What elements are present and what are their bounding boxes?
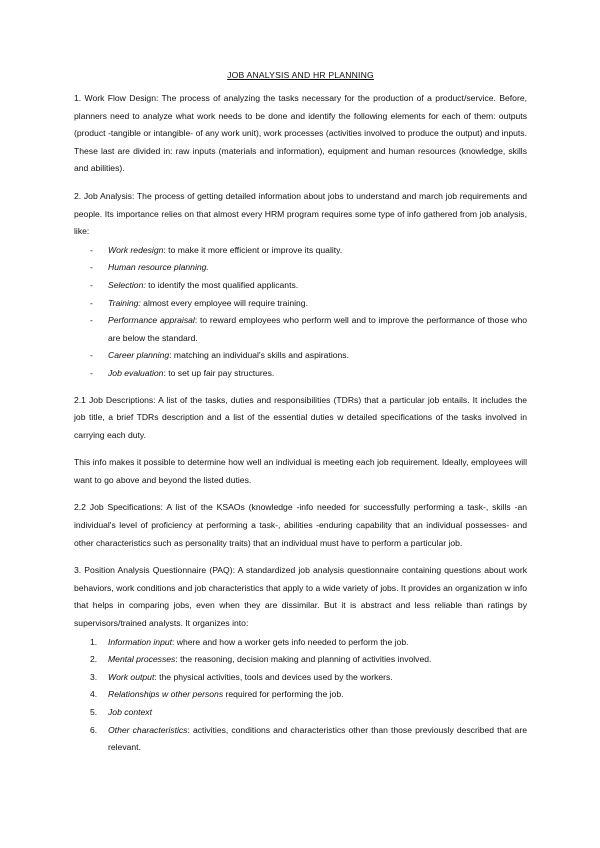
section-job-descriptions-note: This info makes it possible to determine how well an individual is meeting each job requirement. Ideally, employees will want to go above and beyond the listed duties. bbox=[74, 457, 527, 485]
list-item: 1. Information input: where and how a worker gets info needed to perform the job. bbox=[90, 636, 409, 647]
list-item: 4. Relationships w other persons required for performing the job. bbox=[90, 689, 344, 700]
list-item: 2. Mental processes: the reasoning, decision making and planning of activities involved. bbox=[90, 654, 432, 665]
list-item: - Career planning: matching an individual's skills and aspirations. bbox=[90, 350, 349, 361]
section-paq: 3. Position Analysis Questionnaire (PAQ): A standardized job analysis questionnaire containing questions about work behaviors, work conditions and job characteristics that apply to a wide variety of jobs. It provides an organization w info that helps in comparing jobs, even when they are dissimilar. But it is abstract and less reliable than ratings by supervisors/trained analysts. It organizes into: bbox=[74, 565, 527, 629]
document-body bbox=[74, 70, 527, 766]
job-analysis-uses-list bbox=[74, 242, 527, 383]
section-job-specifications: 2.2 Job Specifications: A list of the KSAOs (knowledge -info needed for successfully performing a task-, skills -an individual's level of proficiency at performing a task-, abilities -enduring capability that an individual possesses- and other characteristics such as personality traits) that an individual must have to perform a particular job. bbox=[74, 502, 527, 548]
list-item: 3. Work output: the physical activities, tools and devices used by the workers. bbox=[90, 671, 393, 682]
section-job-descriptions: 2.1 Job Descriptions: A list of the tasks, duties and responsibilities (TDRs) that a particular job entails. It includes the job title, a brief TDRs description and a list of the essential duties w detailed specifications of the tasks involved in carrying each duty. bbox=[74, 394, 527, 440]
section-work-flow-design: 1. Work Flow Design: The process of analyzing the tasks necessary for the production of a product/service. Before, planners need to analyze what work needs to be done and identify the following elements for each of them: outputs (product -tangible or intangible- of any work unit), work processes (activities involved to produce the output) and inputs. These last are divided in: raw inputs (materials and information), equipment and human resources (knowledge, skills and abilities). bbox=[74, 93, 527, 174]
section-job-analysis: 2. Job Analysis: The process of getting detailed information about jobs to understand and march job requirements and people. Its importance relies on that almost every HRM program requires some type of info gathered from job analysis, like: bbox=[74, 190, 527, 237]
list-item: - Training: almost every employee will require training. bbox=[90, 297, 308, 308]
list-item: - Performance appraisal: to reward employees who perform well and to improve the performance of those who are below the standard. bbox=[90, 315, 528, 343]
list-item: - Human resource planning. bbox=[90, 262, 209, 273]
list-item: - Selection: to identify the most qualified applicants. bbox=[90, 279, 299, 290]
list-item: - Work redesign: to make it more efficient or improve its quality. bbox=[90, 244, 343, 255]
document-title: JOB ANALYSIS AND HR PLANNING bbox=[227, 70, 374, 80]
list-item: 6. Other characteristics: activities, conditions and characteristics other than those previously described that are relevant. bbox=[90, 724, 527, 753]
paq-categories-list bbox=[74, 634, 527, 757]
list-item: 5. Job context bbox=[90, 707, 152, 717]
list-item: - Job evaluation: to set up fair pay structures. bbox=[90, 367, 275, 378]
